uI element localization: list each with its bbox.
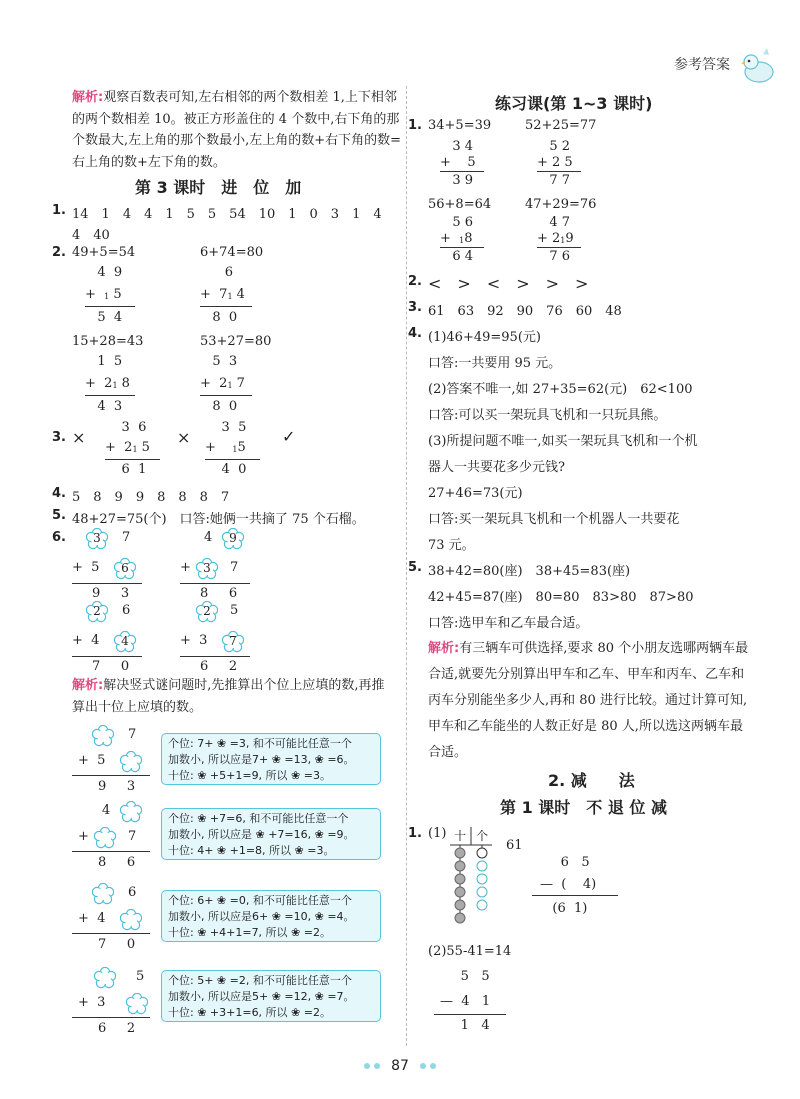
answer-line: 38+42=80(座) 38+45=83(座): [428, 564, 631, 579]
answer-line: 73 元。: [428, 538, 475, 553]
hint-line: 加数小, 所以应是7+ ❀ =13, ❀ =6。: [168, 753, 355, 766]
hint-line: 十位: ❀ +5+1=9, 所以 ❀ =3。: [168, 769, 331, 782]
equation: 49+5=54: [72, 245, 136, 260]
hint-line: 加数小, 所以应是6+ ❀ =10, ❀ =4。: [168, 910, 355, 923]
answer-line: < > < > > >: [428, 274, 589, 293]
mark-wrong: ×: [177, 428, 191, 447]
question-number: 3.: [52, 430, 66, 445]
answer-line: (1)46+49=95(元): [428, 330, 541, 345]
equation: 6+74=80: [200, 245, 264, 260]
analysis-3: [428, 636, 753, 766]
equation: 34+5=39: [428, 118, 492, 133]
decor-dot: [430, 1063, 436, 1069]
mark-right: ✓: [282, 427, 296, 446]
question-number: 4.: [408, 326, 422, 341]
answer-line: 5 8 9 9 8 8 8 7: [72, 490, 230, 505]
answer-line: 器人一共要花多少元钱?: [428, 460, 565, 475]
question-number: 5.: [408, 560, 422, 575]
flower-icon: [92, 883, 114, 905]
answer-line: 14 1 4 4 1 5 5 54 10 1 0 3 1 4: [72, 207, 382, 222]
hint-line: 个位: 7+ ❀ =3, 和不可能比任意一个: [168, 737, 352, 750]
flower-icon: [92, 725, 114, 747]
answer-line: 61 63 92 90 76 60 48: [428, 304, 622, 319]
flower-icon: 3: [196, 558, 218, 580]
question-number: 6.: [52, 530, 66, 545]
hint-box: [161, 970, 381, 1022]
section-title-practice: 练习课(第 1~3 课时): [495, 94, 653, 113]
column-divider: [406, 86, 407, 1046]
equation: 15+28=43: [72, 334, 144, 349]
analysis-label: 解析:: [428, 641, 460, 656]
hint-line: 个位: 6+ ❀ =0, 和不可能比任意一个: [168, 894, 352, 907]
flower-icon: 2: [196, 601, 218, 623]
analysis-label: 解析:: [72, 90, 104, 105]
question-number: 2.: [408, 274, 422, 289]
question-number: 1.: [52, 203, 66, 218]
answer-line: 口答:买一架玩具飞机和一个机器人一共要花: [428, 512, 680, 527]
equation: 47+29=76: [525, 197, 597, 212]
mascot-icon: [737, 46, 777, 86]
part-label: (1): [428, 826, 447, 841]
equation: (2)55-41=14: [428, 944, 512, 959]
decor-dot: [374, 1063, 380, 1069]
answer-line: (2)答案不唯一,如 27+35=62(元) 62<100: [428, 382, 693, 397]
header-title: 参考答案: [674, 57, 730, 73]
analysis-text: 有三辆车可供选择,要求 80 个小朋友选哪两辆车最合适,就要先分别算出甲车和乙车、甲车和丙车、乙车和丙车分别能坐多少人,再和 80 进行比较。通过计算可知,甲车和乙车能坐的人数正好是 80 人,所以选这两辆车最合适。: [428, 641, 749, 760]
flower-icon: 3: [86, 528, 108, 550]
hint-line: 加数小, 所以应是 ❀ +7=16, ❀ =9。: [168, 828, 355, 841]
hint-line: 十位: ❀ +3+1=6, 所以 ❀ =2。: [168, 1006, 331, 1019]
hint-line: 个位: ❀ +7=6, 和不可能比任意一个: [168, 812, 349, 825]
flower-icon: 4: [114, 631, 136, 653]
question-number: 5.: [52, 508, 66, 523]
answer-line: 口答:选甲车和乙车最合适。: [428, 616, 589, 631]
page-number: 87: [391, 1058, 409, 1074]
decor-dot: [420, 1063, 426, 1069]
flower-icon: 2: [86, 601, 108, 623]
analysis-label: 解析:: [72, 678, 104, 693]
answer-line: 口答:可以买一架玩具飞机和一只玩具熊。: [428, 408, 667, 423]
analysis-text: 观察百数表可知,左右相邻的两个数相差 1,上下相邻的两个数相差 10。被正方形盖住的 4 个数中,右下角的那个数最大,左上角的那个数最小,左上角的数+右下角的数=右上角的数+左下角的数。: [72, 90, 402, 170]
equation: 56+8=64: [428, 197, 492, 212]
question-number: 3.: [408, 300, 422, 315]
hint-box: [161, 890, 381, 942]
decor-dot: [364, 1063, 370, 1069]
question-number: 4.: [52, 486, 66, 501]
flower-icon: [120, 909, 142, 931]
answer-line: (3)所提问题不唯一,如买一架玩具飞机和一个机: [428, 434, 698, 449]
flower-icon: [126, 993, 148, 1015]
question-number: 2.: [52, 245, 66, 260]
abacus-tens-label: 十: [454, 829, 467, 843]
hint-line: 十位: ❀ +4+1=7, 所以 ❀ =2。: [168, 926, 331, 939]
analysis-text: 解决竖式谜问题时,先推算出个位上应填的数,再推算出十位上应填的数。: [72, 678, 385, 715]
chapter-title: 2. 减 法: [548, 771, 635, 790]
flower-icon: [94, 967, 116, 989]
hint-line: 十位: 4+ ❀ +1=8, 所以 ❀ =3。: [168, 844, 335, 857]
abacus-value: 61: [506, 838, 523, 853]
flower-icon: 9: [222, 528, 244, 550]
question-number: 1.: [408, 118, 422, 133]
equation: 52+25=77: [525, 118, 597, 133]
flower-icon: [120, 751, 142, 773]
lesson-title: 第 1 课时 不 退 位 减: [500, 798, 667, 817]
answer-line: 48+27=75(个) 口答:她俩一共摘了 75 个石榴。: [72, 512, 365, 527]
mark-wrong: ×: [72, 428, 86, 447]
analysis-2: [72, 675, 397, 718]
flower-icon: 6: [114, 558, 136, 580]
answer-line: 口答:一共要用 95 元。: [428, 356, 562, 371]
analysis-1: [72, 87, 402, 173]
flower-icon: [94, 827, 116, 849]
answer-line: 27+46=73(元): [428, 486, 523, 501]
flower-icon: [120, 801, 142, 823]
abacus-ones-label: 个: [476, 829, 489, 843]
answer-line: 42+45=87(座) 80=80 83>80 87>80: [428, 590, 694, 605]
hint-box: [161, 733, 381, 785]
flower-icon: 7: [222, 631, 244, 653]
equation: 53+27=80: [200, 334, 272, 349]
hint-line: 加数小, 所以应是5+ ❀ =12, ❀ =7。: [168, 990, 355, 1003]
page-footer: [0, 1058, 800, 1074]
section-title-jinweijia: 第 3 课时 进 位 加: [135, 178, 302, 197]
hint-box: [161, 808, 381, 860]
abacus-diagram: [450, 827, 492, 922]
answer-line: 4 40: [72, 228, 110, 243]
hint-line: 个位: 5+ ❀ =2, 和不可能比任意一个: [168, 974, 352, 987]
question-number: 1.: [408, 826, 422, 841]
